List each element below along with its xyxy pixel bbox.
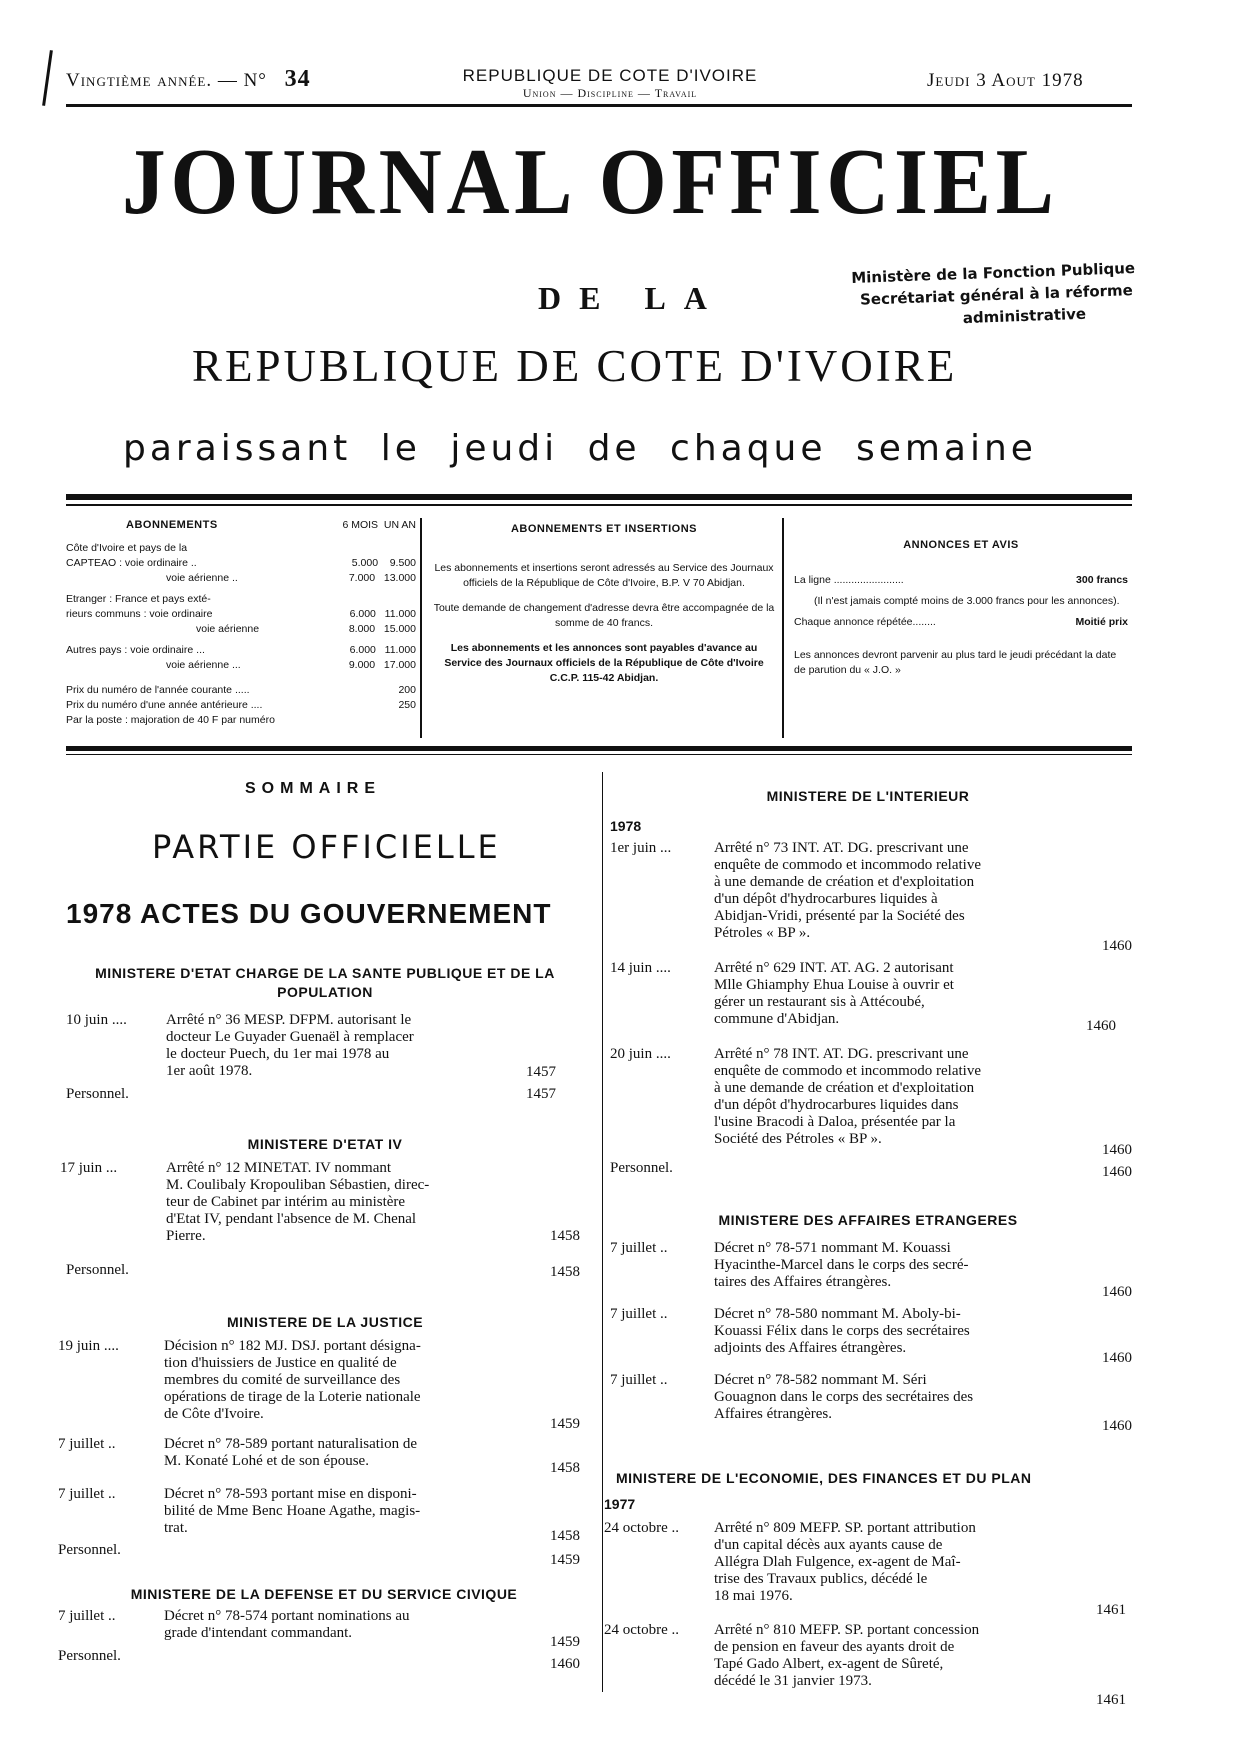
entry-date: 10 juin ....	[66, 1012, 127, 1028]
sommaire-entry	[604, 1520, 1126, 1620]
ann-row	[794, 573, 1128, 588]
entry-page: 1460	[1086, 1018, 1116, 1034]
entry-date: 7 juillet ..	[610, 1306, 668, 1322]
entry-text: Décret n° 78-574 portant nominations au grade d'intendant commandant.	[164, 1608, 410, 1641]
subs-row	[66, 556, 416, 571]
subs-label: CAPTEAO : voie ordinaire ..	[66, 557, 197, 569]
subs-value: 9.500	[389, 557, 416, 569]
subscriptions-box	[66, 518, 416, 728]
entry-text: Arrêté n° 810 MEFP. SP. portant concession de pension en faveur des ayants droit de Tapé Gado Albert, ex-agent de Sûreté, décédé le 31 janvier 1973.	[714, 1622, 980, 1689]
ministry-heading: MINISTERE DES AFFAIRES ETRANGERES	[718, 1212, 1018, 1228]
year-label: 1978	[610, 818, 642, 834]
de-la: DE LA	[538, 280, 725, 316]
entry-page: 1460	[1102, 938, 1132, 954]
entry-text: Arrêté n° 73 INT. AT. DG. prescrivant une enquête de commodo et incommodo relative à une demande de création et d'exploitation d'un dépôt d'hydrocarbures liquides à Abidjan-Vridi, présenté par la Société des Pétroles « BP ».	[714, 840, 981, 941]
subs-label: voie aérienne ...	[166, 659, 241, 671]
entry-date: 24 octobre ..	[604, 1622, 679, 1638]
entry-page: 1460	[550, 1656, 580, 1672]
sommaire-entry	[60, 1160, 580, 1250]
subs-value: 11.000	[384, 644, 416, 656]
motto-line: Union — Discipline — Travail	[522, 86, 698, 100]
insertions-text-1: Les abonnements et insertions seront adressés au Service des Journaux officiels de la République de Côte d'Ivoire, B.P. V 70 Abidjan.	[434, 562, 774, 589]
stamp-line-3: administrative	[962, 304, 1087, 328]
ministry-heading: MINISTERE DE L'ECONOMIE, DES FINANCES ET DU PLAN	[616, 1470, 1032, 1486]
entry-page: 1460	[1102, 1418, 1132, 1434]
personnel-label: Personnel.	[58, 1648, 121, 1664]
entry-text: Arrêté n° 629 INT. AT. AG. 2 autorisant Mlle Ghiamphy Ehua Louise à ouvrir et gérer un restaurant sis à Attécoubé, commune d'Abidjan.	[714, 960, 954, 1027]
year-label: 1977	[604, 1496, 636, 1512]
boxes-rule-thin	[66, 754, 1132, 755]
issue-date: Jeudi 3 Aout 1978	[927, 70, 1084, 91]
entry-text: Décret n° 78-582 nommant M. Séri Gouagnon dans le corps des secrétaires des Affaires étrangères.	[714, 1372, 974, 1422]
entry-date: 7 juillet ..	[610, 1240, 668, 1256]
subs-row	[66, 607, 416, 622]
ministry-heading: MINISTERE DE LA JUSTICE	[226, 1314, 424, 1330]
actes-title: 1978 ACTES DU GOUVERNEMENT	[66, 898, 552, 929]
insertions-title: ABONNEMENTS ET INSERTIONS	[510, 523, 698, 535]
subs-value: 15.000	[383, 623, 416, 635]
subs-row	[66, 683, 416, 698]
entry-date: 19 juin ....	[58, 1338, 119, 1354]
personnel-entry	[58, 1542, 580, 1568]
ministry-heading: MINISTERE D'ETAT IV	[247, 1136, 403, 1152]
top-rule	[66, 104, 1132, 107]
entry-text: Décret n° 78-589 portant naturalisation de M. Konaté Lohé et de son épouse.	[164, 1436, 418, 1469]
sommaire-entry	[58, 1608, 580, 1652]
subs-row	[66, 658, 416, 673]
entry-page: 1457	[526, 1064, 556, 1080]
entry-text: Décret n° 78-571 nommant M. Kouassi Hyacinthe-Marcel dans le corps des secré- taires des Affaires étrangères.	[714, 1240, 969, 1290]
boxes-rule-thick	[66, 746, 1132, 751]
subs-value: 13.000	[383, 572, 416, 584]
entry-text: Arrêté n° 36 MESP. DFPM. autorisant le docteur Le Guyader Guenaël à remplacer le docteur Puech, du 1er mai 1978 au 1er août 1978.	[166, 1012, 414, 1079]
ann-row	[794, 615, 1128, 630]
subs-row: Etranger : France et pays exté-	[66, 593, 211, 605]
entry-page: 1458	[550, 1228, 580, 1244]
entry-page: 1460	[1102, 1164, 1132, 1180]
entry-date: 7 juillet ..	[610, 1372, 668, 1388]
entry-page: 1459	[550, 1552, 580, 1568]
masthead-rule-thin	[66, 504, 1132, 506]
sommaire-entry	[610, 1240, 1132, 1304]
entry-page: 1458	[550, 1460, 580, 1476]
subs-value: 6.000	[349, 608, 376, 620]
ann-note: (Il n'est jamais compté moins de 3.000 francs pour les annonces).	[814, 595, 1120, 607]
column-divider	[602, 772, 603, 1692]
subs-label: rieurs communs : voie ordinaire	[66, 608, 213, 620]
box-divider-1	[420, 518, 422, 738]
insertions-text-2: Toute demande de changement d'adresse devra être accompagnée de la somme de 40 francs.	[433, 602, 775, 629]
ann-value: 300 francs	[1076, 574, 1128, 586]
subs-col-1an: UN AN	[383, 519, 416, 531]
subs-value: 17.000	[383, 659, 416, 671]
entry-date: 20 juin ....	[610, 1046, 671, 1062]
personnel-entry	[66, 1086, 556, 1103]
partie-officielle: PARTIE OFFICIELLE	[152, 828, 501, 866]
masthead-republic: REPUBLIQUE DE COTE D'IVOIRE	[192, 341, 958, 391]
header-republic	[440, 66, 780, 101]
subs-value: 8.000	[348, 623, 376, 635]
masthead-rule-thick	[66, 494, 1132, 500]
personnel-entry	[58, 1648, 580, 1672]
entry-page: 1459	[550, 1416, 580, 1432]
subs-row	[66, 643, 416, 658]
entry-page: 1459	[550, 1634, 580, 1650]
journal-title: JOURNAL OFFICIEL	[122, 130, 1059, 234]
ministry-heading: MINISTERE DE L'INTERIEUR	[766, 788, 970, 804]
subs-row: Par la poste : majoration de 40 F par numéro	[66, 714, 275, 726]
ann-label: Chaque annonce répétée........	[794, 616, 936, 628]
entry-date: 1er juin ...	[610, 840, 672, 856]
sommaire-entry	[66, 1012, 556, 1092]
entry-text: Décret n° 78-580 nommant M. Aboly-bi- Kouassi Félix dans le corps des secrétaires adjoints des Affaires étrangères.	[714, 1306, 970, 1356]
entry-date: 7 juillet ..	[58, 1486, 116, 1502]
subs-cols	[342, 518, 416, 533]
personnel-label: Personnel.	[66, 1086, 129, 1102]
entry-date: 7 juillet ..	[58, 1436, 116, 1452]
entry-page: 1460	[1102, 1142, 1132, 1158]
sommaire-entry	[610, 1306, 1132, 1370]
subs-row: Côte d'Ivoire et pays de la	[66, 542, 188, 554]
republic-line: REPUBLIQUE DE COTE D'IVOIRE	[462, 66, 758, 85]
stamp-line-2: Secrétariat général à la réforme	[859, 281, 1134, 309]
entry-page: 1458	[550, 1528, 580, 1544]
insertions-box	[432, 522, 776, 686]
stamp-line-1: Ministère de la Fonction Publique	[851, 259, 1136, 287]
entry-date: 7 juillet ..	[58, 1608, 116, 1624]
stamp	[851, 257, 1137, 333]
ann-deadline: Les annonces devront parvenir au plus tard le jeudi précédant la date de parution du « J.O. »	[794, 649, 1117, 676]
subs-col-6mois: 6 MOIS	[342, 519, 379, 531]
ann-value: Moitié prix	[1075, 616, 1128, 628]
subs-label: Prix du numéro de l'année courante .....	[66, 684, 250, 696]
subs-label: Autres pays : voie ordinaire ...	[66, 644, 205, 656]
subs-value: 11.000	[384, 608, 416, 620]
issue-label	[66, 66, 311, 93]
sommaire-title: SOMMAIRE	[245, 780, 381, 797]
sommaire-entry	[610, 960, 1132, 1040]
subs-row	[66, 698, 416, 713]
ministry-heading: MINISTERE DE LA DEFENSE ET DU SERVICE CIVIQUE	[130, 1586, 518, 1602]
subs-value: 6.000	[349, 644, 376, 656]
sommaire-entry	[58, 1338, 580, 1434]
entry-text: Arrêté n° 78 INT. AT. DG. prescrivant une enquête de commodo et incommodo relative à une demande de création et d'exploitation d'un dépôt d'hydrocarbures liquides dans l'usine Bracodi à Daloa, présentée par la Société des Pétroles « BP ».	[714, 1046, 981, 1147]
entry-page: 1460	[1102, 1350, 1132, 1366]
subs-row	[66, 571, 416, 586]
entry-text: Décret n° 78-593 portant mise en disponi- bilité de Mme Benc Hoane Agathe, magis- trat.	[164, 1486, 421, 1536]
subs-value: 250	[398, 699, 416, 711]
personnel-label: Personnel.	[58, 1542, 121, 1558]
personnel-label: Personnel.	[66, 1262, 129, 1278]
issue-number: 34	[284, 66, 311, 92]
issue-text: Vingtième année. — N°	[66, 70, 267, 91]
entry-text: Arrêté n° 809 MEFP. SP. portant attribution d'un capital décès aux ayants cause de Allégra Dlah Fulgence, ex-agent de Maî- trise des Travaux publics, décédé le 18 mai 1976.	[714, 1520, 976, 1604]
sommaire-entry	[610, 840, 1132, 952]
insertions-text-3: Les abonnements et les annonces sont payables d'avance au Service des Journaux officiels de la République de Côte d'Ivoire C.C.P. 115-42 Abidjan.	[444, 642, 764, 684]
entry-page: 1457	[526, 1086, 556, 1102]
sommaire-entry	[604, 1622, 1126, 1706]
entry-text: Décision n° 182 MJ. DSJ. portant désigna- tion d'huissiers de Justice en qualité de membres du comité de surveillance des opérations de tirage de la Loterie nationale de Côte d'Ivoire.	[164, 1338, 421, 1422]
ann-label: La ligne ........................	[794, 574, 904, 586]
entry-date: 17 juin ...	[60, 1160, 118, 1176]
entry-page: 1461	[1096, 1602, 1126, 1618]
subs-title: ABONNEMENTS	[126, 519, 218, 531]
subs-label: voie aérienne ..	[166, 572, 238, 584]
sommaire-entry	[610, 1046, 1132, 1160]
entry-page: 1461	[1096, 1692, 1126, 1708]
sommaire-entry	[610, 1372, 1132, 1436]
subs-label: voie aérienne	[196, 623, 260, 635]
entry-date: 14 juin ....	[610, 960, 671, 976]
entry-page: 1460	[1102, 1284, 1132, 1300]
subs-header	[66, 518, 416, 533]
entry-date: 24 octobre ..	[604, 1520, 679, 1536]
personnel-entry	[610, 1160, 1132, 1180]
entry-text: Arrêté n° 12 MINETAT. IV nommant M. Coulibaly Kropouliban Sébastien, direc- teur de Cabinet par intérim au ministère d'Etat IV, pendant l'absence de M. Chenal Pierre.	[166, 1160, 430, 1244]
box-divider-2	[782, 518, 784, 738]
subs-value: 200	[398, 684, 416, 696]
ministry-heading: MINISTERE D'ETAT CHARGE DE LA SANTE PUBLIQUE ET DE LA POPULATION	[95, 965, 555, 1000]
announcements-box	[794, 538, 1128, 678]
personnel-entry	[66, 1262, 580, 1279]
personnel-label: Personnel.	[610, 1160, 673, 1176]
subs-row	[66, 622, 416, 637]
subs-label: Prix du numéro d'une année antérieure ....	[66, 699, 263, 711]
sommaire-entry	[58, 1486, 580, 1546]
sommaire-entry	[58, 1436, 580, 1478]
tagline: paraissant le jeudi de chaque semaine	[123, 428, 1037, 469]
subs-value: 9.000	[348, 659, 376, 671]
subs-value: 7.000	[348, 572, 376, 584]
top-margin-mark	[42, 50, 53, 106]
announcements-title: ANNONCES ET AVIS	[903, 539, 1019, 551]
entry-page: 1458	[550, 1264, 580, 1280]
subs-value: 5.000	[351, 557, 379, 569]
